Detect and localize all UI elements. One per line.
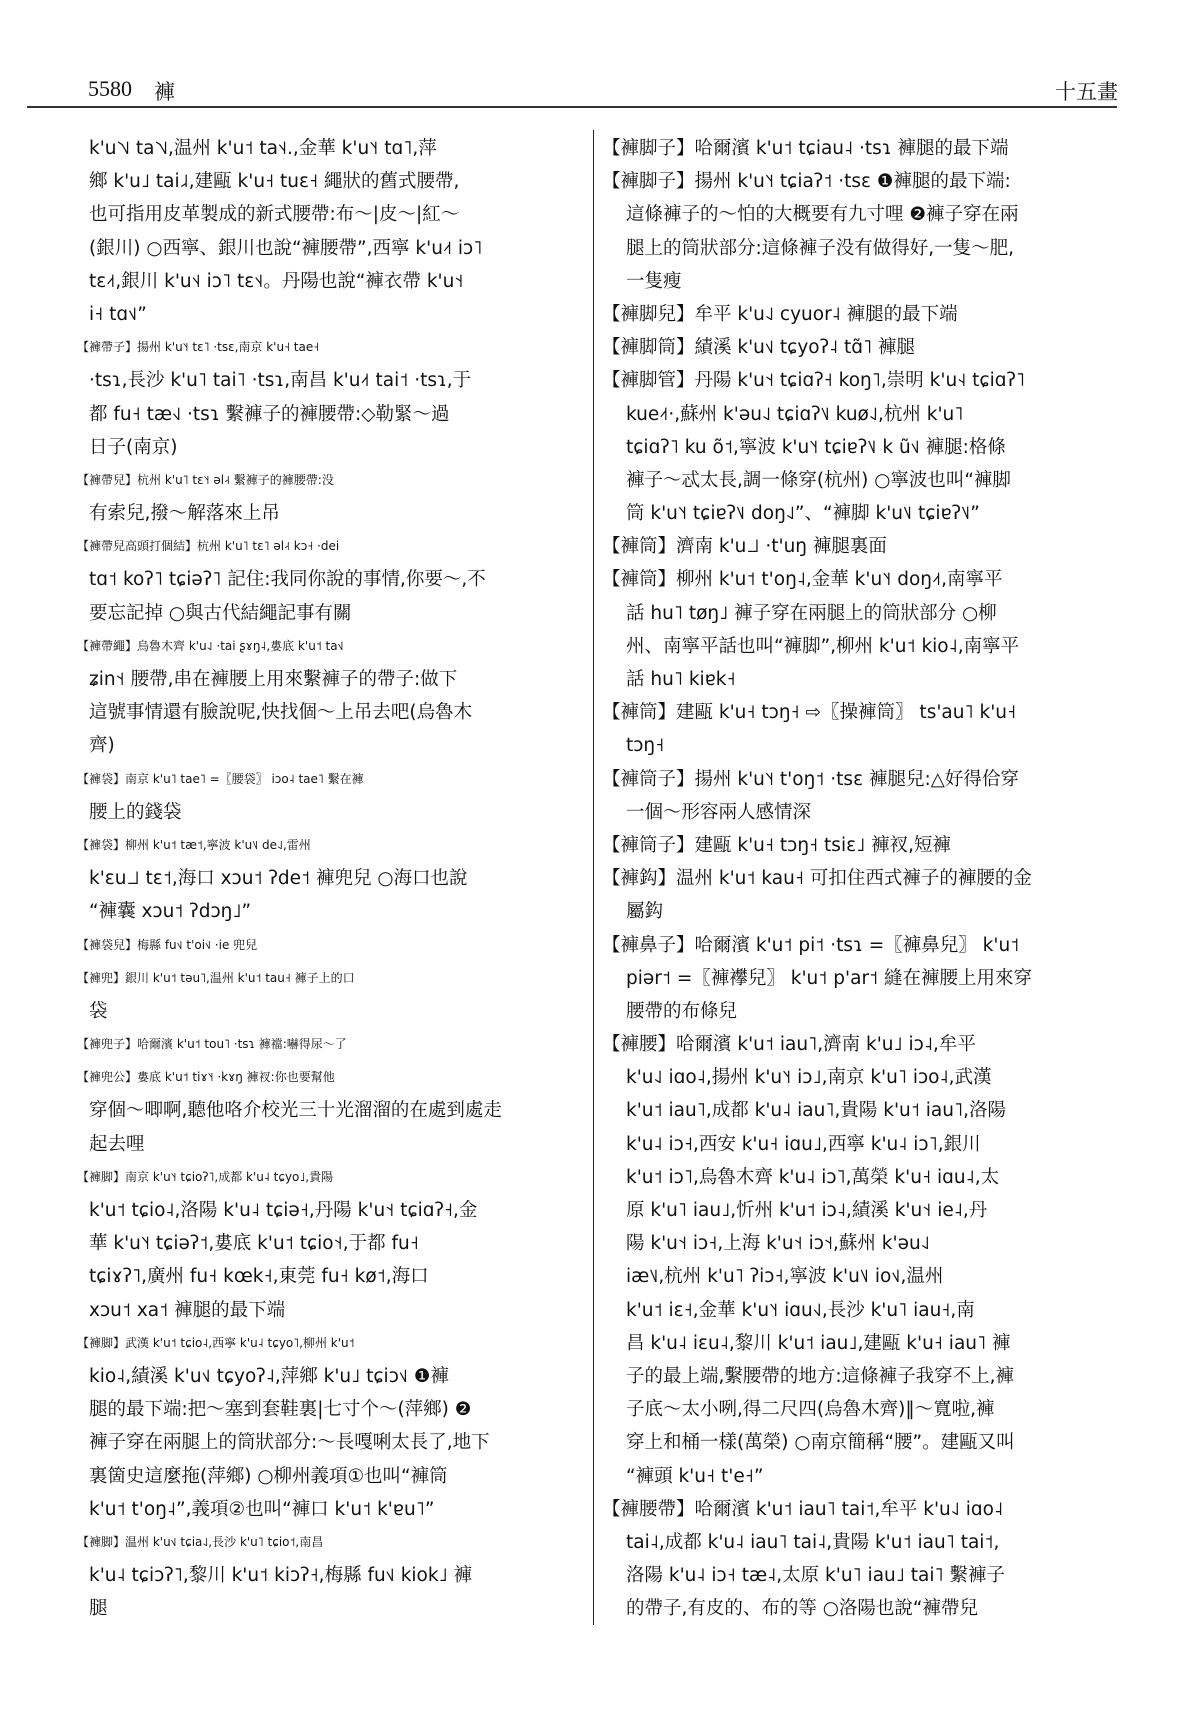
- entry-line: 日子(南京): [89, 436, 178, 458]
- entry-line: k'u˨˩ iɑo˨,揚州 k'u˥˧ iɔ˩,南京 k'u˥ iɔo˨,武漢: [626, 1067, 992, 1089]
- entry-headword-line: 【褲脚子】揚州 k'u˥˧ tɕiaʔ˦ ·tsɛ ❶褲腿的最下端:: [602, 171, 1011, 193]
- entry-line: 穿個～唧啊,聽他咯介校光三十光溜溜的在處到處走: [89, 1100, 502, 1122]
- entry-line: k'ɛu˩˩ tɛ˦,海口 xɔu˦ ʔde˦ 褲兜兒 ○海口也說: [89, 868, 468, 890]
- entry-headword-line: 【褲脚】武漢 k'u˦ tɕio˨,西寧 k'u˨ tɕyo˥,柳州 k'u˦: [77, 1335, 355, 1350]
- entry-headword-line: 【褲筒子】建甌 k'u˧ tɔŋ˧ tsiɛ˩ 褲衩,短褲: [602, 834, 951, 856]
- entry-headword-line: 【褲鼻子】哈爾濱 k'u˦ pi˦ ·tsɿ =〖褲鼻兒〗 k'u˦: [602, 934, 1020, 956]
- entry-line: 陽 k'u˦˧ iɔ˧,上海 k'u˦˧ iɔ˦˧,蘇州 k'əu˨˩: [626, 1233, 930, 1255]
- entry-line: 袋: [89, 1000, 108, 1022]
- entry-line: k'u˨ iɔ˧,西安 k'u˧ iɑu˩,西寧 k'u˨ iɔ˥,銀川: [626, 1133, 981, 1155]
- entry-line: 的帶子,有皮的、布的等 ○洛陽也說“褲帶兒: [626, 1598, 978, 1620]
- entry-headword-line: 【褲脚兒】牟平 k'u˨˩ cyuor˨ 褲腿的最下端: [602, 303, 958, 325]
- entry-line: k'u˥˦˩ ta˥˦˩,温州 k'u˦ ta˦˨.,金華 k'u˥˧ tɑ˥,萍: [89, 138, 437, 159]
- entry-headword-line: 【褲筒】柳州 k'u˦ t'oŋ˨,金華 k'u˥˧ doŋ˨˦,南寧平: [602, 569, 1003, 591]
- entry-line: 起去哩: [89, 1133, 145, 1155]
- entry-line: 腿上的筒狀部分:這條褲子没有做得好,一隻～肥,: [626, 237, 1014, 259]
- entry-headword-line: 【褲脚】南京 k'u˥˧ tɕioʔ˥,成都 k'u˨ tɕyo˩,貴陽: [77, 1169, 334, 1184]
- entry-line: 一個～形容兩人感情深: [626, 801, 812, 823]
- entry-headword-line: 【褲筒子】揚州 k'u˥˧ t'oŋ˦ ·tsɛ 褲腿兒:△好得佮穿: [602, 768, 1019, 790]
- entry-line: 褲子～忒太長,調一條穿(杭州) ○寧波也叫“褲脚: [626, 469, 1011, 491]
- entry-line: 州、南寧平話也叫“褲脚”,柳州 k'u˦ kio˨,南寧平: [626, 635, 1020, 657]
- entry-line: k'u˨ tɕiɔʔ˥,黎川 k'u˦ kiɔʔ˧,梅縣 fu˦˩ kiok˩ 褲: [89, 1565, 473, 1587]
- entry-headword-line: 【褲帶兒高頭打個結】杭州 k'u˥ tɛ˥ əl˨˧ kɔ˧ ·dei: [77, 539, 340, 554]
- entry-headword-line: 【褲筒】建甌 k'u˧ tɔŋ˧ ⇨〖操褲筒〗 ts'au˥ k'u˧: [602, 702, 1017, 724]
- entry-line: 腰帶的布條兒: [626, 1000, 738, 1022]
- entry-line: k'u˦ iɛ˧,金華 k'u˥˧ iɑu˧˩,長沙 k'u˥ iau˧,南: [626, 1299, 975, 1321]
- entry-line: iæ˥˩,杭州 k'u˥ ʔiɔ˧,寧波 k'u˥˩ io˦˩,温州: [626, 1266, 944, 1288]
- column-divider: [593, 130, 594, 1625]
- entry-line: 子的最上端,繫腰帶的地方:這條褲子我穿不上,褲: [626, 1365, 1014, 1387]
- entry-headword-line: 【褲腰帶】哈爾濱 k'u˦ iau˥ tai˦,牟平 k'u˨˩ iɑo˨: [602, 1498, 1004, 1520]
- entry-line: 裏箇史這麼拖(萍鄉) ○柳州義項①也叫“褲筒: [89, 1465, 448, 1487]
- entry-headword-line: 【褲帶子】揚州 k'u˥˧ tɛ˥ ·tsɛ,南京 k'u˧ tae˧: [77, 340, 320, 355]
- entry-headword-line: 【褲脚子】哈爾濱 k'u˦ tɕiau˨ ·tsɿ 褲腿的最下端: [602, 138, 1009, 159]
- right-column: [602, 132, 1122, 1625]
- entry-line: 鄉 k'u˩ tai˩˨,建甌 k'u˧ tuɛ˧ 繩狀的舊式腰帶,: [89, 171, 460, 193]
- entry-line: 也可指用皮革製成的新式腰帶:布～|皮～|紅～: [89, 204, 460, 226]
- entry-line: piər˦ =〖褲襻兒〗 k'u˦ p'ar˦ 縫在褲腰上用來穿: [626, 967, 1033, 989]
- entry-line: 要忘記掉 ○與古代結繩記事有關: [89, 602, 352, 624]
- entry-line: 都 fu˧ tæ˧˩ ·tsɿ 繫褲子的褲腰帶:◇勒緊～過: [89, 403, 450, 425]
- entry-line: tai˨,成都 k'u˨ iau˥ tai˨,貴陽 k'u˦ iau˥ tai˦,: [626, 1531, 1000, 1553]
- entry-headword-line: 【褲脚管】丹陽 k'u˦˧ tɕiɑʔ˧ koŋ˥,崇明 k'u˧˨ tɕiɑʔ˥: [602, 370, 1026, 392]
- entry-line: i˧ tɑ˦˩”: [89, 303, 147, 325]
- entry-line: 穿上和桶一樣(萬榮) ○南京簡稱“腰”。建甌又叫: [626, 1432, 1015, 1454]
- entry-line: 子底～太小咧,得二尺四(烏魯木齊)‖～寬啦,褲: [626, 1399, 995, 1421]
- entry-line: 筒 k'u˥˧ tɕiɐʔ˥˩ doŋ˨˩”、“褲脚 k'u˥˩ tɕiɐʔ˥˩”: [626, 503, 980, 525]
- entry-line: 腿: [89, 1598, 108, 1620]
- header-rule: [27, 106, 1117, 108]
- entry-line: k'u˦ t'oŋ˨”,義項②也叫“褲口 k'u˦ k'ɐu˥”: [89, 1498, 435, 1520]
- entry-line: 這號事情還有臉說呢,快找個～上吊去吧(烏魯木: [89, 702, 473, 724]
- entry-headword-line: 【褲帶兒】杭州 k'u˥ tɛ˥˧ əl˨˧ 繫褲子的褲腰帶:没: [77, 472, 334, 487]
- entry-line: 話 hu˥ tøŋ˩ 褲子穿在兩腿上的筒狀部分 ○柳: [626, 602, 997, 624]
- entry-line: 腰上的錢袋: [89, 801, 182, 823]
- entry-line: 原 k'u˥ iau˩,忻州 k'u˦ iɔ˨,績溪 k'u˦˧ ie˨,丹: [626, 1200, 988, 1221]
- entry-line: 一隻瘦: [626, 270, 682, 292]
- entry-headword-line: 【褲袋】柳州 k'u˦ tæ˦,寧波 k'u˥˩ de˨˩,雷州: [77, 837, 311, 852]
- entry-line: k'u˦ tɕio˨,洛陽 k'u˨ tɕiə˧,丹陽 k'u˦˧ tɕiɑʔ˧,金: [89, 1200, 478, 1221]
- entry-line: tɕiɤʔ˥,廣州 fu˧ kœk˧,東莞 fu˧ kø˦,海口: [89, 1266, 429, 1288]
- entry-line: 這條褲子的～怕的大概要有九寸哩 ❷褲子穿在兩: [626, 204, 1019, 226]
- entry-headword-line: 【褲帶繩】烏魯木齊 k'u˨˩ ·tai ʂɤŋ˨,婁底 k'u˦ ta˦˩: [77, 638, 344, 653]
- entry-line: k'u˦ iɔ˥,烏魯木齊 k'u˨ iɔ˥,萬榮 k'u˧ iɑu˨,太: [626, 1166, 1000, 1188]
- entry-line: 屬鈎: [626, 901, 664, 923]
- entry-line: 華 k'u˥˧ tɕiəʔ˦,婁底 k'u˦ tɕio˦˧,于都 fu˧: [89, 1233, 419, 1255]
- entry-line: “褲頭 k'u˧ t'e˧”: [626, 1465, 764, 1487]
- entry-line: 昌 k'u˨ iɛu˨,黎川 k'u˦ iau˩,建甌 k'u˧ iau˥ 褲: [626, 1332, 1011, 1354]
- entry-line: tɛ˨˦,銀川 k'u˦˨ iɔ˥ tɛ˦˨。丹陽也說“褲衣帶 k'u˦˧: [89, 270, 464, 292]
- stroke-count-section: 十五畫: [1055, 80, 1118, 104]
- entry-headword-line: 【褲鈎】温州 k'u˦ kau˧ 可扣住西式褲子的褲腰的金: [602, 868, 1032, 890]
- entry-line: “褲囊 xɔu˦ ʔdɔŋ˩”: [89, 901, 252, 923]
- entry-headword-line: 【褲兜公】婁底 k'u˦ tiɤ˥˧ ·kɤŋ 褲衩:你也要幫他: [77, 1070, 335, 1085]
- entry-line: tɑ˦ koʔ˥ tɕiəʔ˥ 記住:我同你說的事情,你要～,不: [89, 569, 486, 591]
- entry-line: 有索兒,撥～解落來上吊: [89, 503, 280, 525]
- entry-line: xɔu˦ xa˦ 褲腿的最下端: [89, 1299, 286, 1321]
- entry-line: 褲子穿在兩腿上的筒狀部分:～長嘎唎太長了,地下: [89, 1432, 490, 1454]
- left-column: [77, 132, 589, 1625]
- entry-line: ·tsɿ,長沙 k'u˥ tai˥ ·tsɿ,南昌 k'u˨˦ tai˦ ·tsɿ,于: [89, 370, 472, 392]
- entry-line: k'u˦ iau˥,成都 k'u˨ iau˥,貴陽 k'u˦ iau˥,洛陽: [626, 1100, 1006, 1122]
- entry-line: kue˨˦·,蘇州 k'əu˨˩ tɕiɑʔ˥˩ kuø˨˩,杭州 k'u˥: [626, 403, 964, 425]
- entry-line: ʑin˦˧ 腰帶,串在褲腰上用來繫褲子的帶子:做下: [89, 669, 458, 690]
- entry-line: tɕiɑʔ˥ ku õ˦,寧波 k'u˥˧ tɕiɐʔ˥˩ k ũ˦˩ 褲腿:格條: [626, 436, 1006, 458]
- entry-headword-line: 【褲兜子】哈爾濱 k'u˦ tou˥ ·tsɿ 褲襠:嚇得尿～了: [77, 1037, 347, 1052]
- entry-headword-line: 【褲脚】温州 k'u˦˩ tɕia˨˩,長沙 k'u˥ tɕio˦,南昌: [77, 1534, 324, 1549]
- entry-line: tɔŋ˧: [626, 735, 665, 757]
- page-number: 5580: [88, 76, 132, 101]
- entry-headword-line: 【褲袋兒】梅縣 fu˦˩ t'oi˦˩ ·ie 兜兒: [77, 937, 258, 952]
- entry-line: 話 hu˥ kiɐk˧: [626, 669, 736, 690]
- entry-headword-line: 【褲袋】南京 k'u˥ tae˥ =〖腰袋〗 iɔo˨ tae˥ 繫在褲: [77, 771, 364, 786]
- entry-headword-line: 【褲兜】銀川 k'u˦ təu˥,温州 k'u˦ tau˧ 褲子上的口: [77, 970, 355, 985]
- page-header: [88, 76, 1118, 106]
- entry-headword-line: 【褲脚筒】績溪 k'u˦˩ tɕyoʔ˨ tɑ̃˥ 褲腿: [602, 337, 916, 359]
- entry-line: kio˨,績溪 k'u˦˩ tɕyoʔ˨,萍鄉 k'u˩ tɕiɔ˦˩ ❶褲: [89, 1365, 449, 1387]
- entry-line: 腿的最下端:把～塞到套鞋裏|七寸个～(萍鄉) ❷: [89, 1399, 472, 1421]
- entry-line: 齊): [89, 735, 115, 757]
- head-character: 褲: [154, 80, 175, 104]
- entry-headword-line: 【褲筒】濟南 k'u˩˩ ·t'uŋ 褲腿裏面: [602, 536, 887, 558]
- entry-headword-line: 【褲腰】哈爾濱 k'u˦ iau˥,濟南 k'u˩ iɔ˨,牟平: [602, 1034, 976, 1056]
- entry-line: 洛陽 k'u˨ iɔ˧ tæ˨,太原 k'u˥ iau˩ tai˥ 繫褲子: [626, 1565, 1005, 1587]
- entry-line: (銀川) ○西寧、銀川也說“褲腰帶”,西寧 k'u˨˦ iɔ˥: [89, 237, 483, 259]
